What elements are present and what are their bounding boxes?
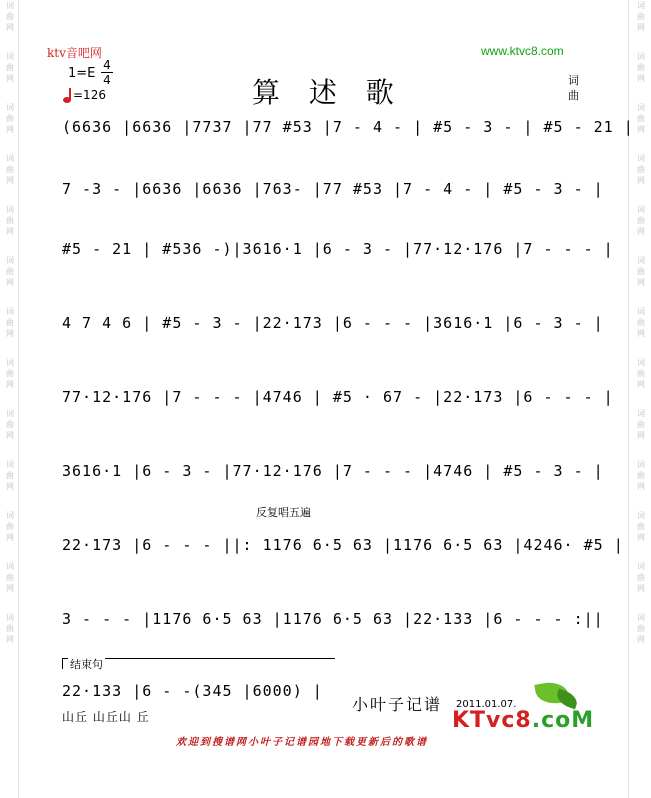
watermark-char: 词 — [637, 256, 645, 265]
watermark-char: 曲 — [637, 471, 645, 480]
watermark-char: 网 — [637, 380, 645, 389]
watermark-char: 曲 — [6, 573, 14, 582]
watermark-char: 词 — [6, 103, 14, 112]
watermark-char: 曲 — [637, 522, 645, 531]
watermark-char: 词 — [6, 205, 14, 214]
watermark-char: 曲 — [6, 63, 14, 72]
transcriber-credit: 小叶子记谱 — [352, 695, 443, 714]
watermark-char: 曲 — [637, 420, 645, 429]
left-watermark-strip — [2, 0, 18, 798]
watermark-char: 曲 — [6, 165, 14, 174]
watermark-group — [6, 51, 14, 84]
watermark-char: 网 — [637, 227, 645, 236]
score-row-1: (6636 |6636 |7737 |77 #53 |7 - 4 - | #5 - 3 - | #5 - 21 | — [62, 118, 634, 136]
logo-text-green: .coM — [531, 708, 595, 733]
watermark-group — [637, 306, 645, 339]
song-title: 算 述 歌 — [252, 75, 404, 109]
quarter-note-icon — [66, 88, 70, 102]
watermark-char: 曲 — [6, 369, 14, 378]
watermark-char: 曲 — [6, 420, 14, 429]
watermark-char: 词 — [637, 205, 645, 214]
watermark-char: 曲 — [6, 114, 14, 123]
site-name-left: ktv音吧网 — [47, 46, 102, 60]
watermark-char: 网 — [6, 584, 14, 593]
watermark-char: 词 — [637, 511, 645, 520]
watermark-char: 网 — [6, 23, 14, 32]
watermark-group — [637, 561, 645, 594]
watermark-char: 词 — [637, 103, 645, 112]
tempo-value: =126 — [73, 88, 106, 102]
watermark-char: 曲 — [6, 12, 14, 21]
watermark-char: 曲 — [637, 318, 645, 327]
watermark-char: 词 — [6, 52, 14, 61]
watermark-char: 词 — [637, 52, 645, 61]
watermark-char: 网 — [637, 278, 645, 287]
watermark-char: 曲 — [637, 624, 645, 633]
watermark-group — [637, 102, 645, 135]
watermark-group — [6, 459, 14, 492]
watermark-group — [6, 0, 14, 33]
transcription-date: 2011.01.07. — [456, 699, 517, 710]
watermark-char: 曲 — [637, 267, 645, 276]
watermark-group — [637, 408, 645, 441]
watermark-group — [637, 357, 645, 390]
watermark-char: 曲 — [6, 318, 14, 327]
watermark-char: 曲 — [637, 573, 645, 582]
logo-text-red: KTvc8 — [452, 708, 532, 733]
watermark-char: 曲 — [637, 216, 645, 225]
watermark-char: 词 — [6, 307, 14, 316]
watermark-char: 网 — [6, 482, 14, 491]
watermark-group — [6, 153, 14, 186]
watermark-char: 曲 — [637, 165, 645, 174]
watermark-char: 词 — [6, 154, 14, 163]
watermark-char: 词 — [637, 460, 645, 469]
watermark-char: 网 — [6, 125, 14, 134]
ending-label: 结束句 — [70, 658, 103, 671]
score-row-5: 77·12·176 |7 - - - |4746 | #5 · 67 - |22·173 |6 - - - | — [62, 388, 614, 406]
time-signature-bottom: 4 — [103, 73, 111, 87]
leaf-icon-small — [554, 689, 579, 710]
watermark-char: 词 — [6, 511, 14, 520]
watermark-char: 词 — [6, 1, 14, 10]
watermark-char: 曲 — [637, 369, 645, 378]
rehearsal-mark: 反复唱五遍 — [256, 506, 311, 519]
watermark-char: 网 — [6, 227, 14, 236]
watermark-char: 词 — [637, 358, 645, 367]
watermark-char: 词 — [6, 460, 14, 469]
watermark-char: 网 — [6, 635, 14, 644]
watermark-char: 词 — [637, 409, 645, 418]
watermark-char: 词 — [6, 256, 14, 265]
watermark-char: 网 — [6, 74, 14, 83]
watermark-group — [637, 459, 645, 492]
watermark-char: 网 — [6, 278, 14, 287]
watermark-char: 曲 — [6, 267, 14, 276]
score-row-7: 22·173 |6 - - - ||: 1176 6·5 63 |1176 6·5 63 |4246· #5 | — [62, 536, 624, 554]
watermark-char: 网 — [637, 23, 645, 32]
watermark-char: 网 — [6, 431, 14, 440]
watermark-group — [637, 204, 645, 237]
score-row-3: #5 - 21 | #536 -)|3616·1 |6 - 3 - |77·12·176 |7 - - - | — [62, 240, 614, 258]
score-row-8: 3 - - - |1176 6·5 63 |1176 6·5 63 |22·133 |6 - - - :|| — [62, 610, 604, 628]
watermark-group — [6, 306, 14, 339]
composer-label: 曲 — [568, 89, 579, 102]
watermark-group — [6, 510, 14, 543]
lyricist-label: 词 — [568, 74, 579, 87]
welcome-banner: 欢迎到搜谱网小叶子记谱园地下载更新后的歌谱 — [176, 737, 428, 748]
watermark-char: 词 — [637, 154, 645, 163]
watermark-char: 网 — [637, 329, 645, 338]
watermark-char: 词 — [637, 562, 645, 571]
watermark-char: 网 — [637, 176, 645, 185]
watermark-char: 曲 — [637, 114, 645, 123]
watermark-char: 词 — [6, 562, 14, 571]
watermark-char: 词 — [637, 1, 645, 10]
watermark-char: 网 — [6, 380, 14, 389]
time-signature-top: 4 — [103, 58, 111, 72]
score-row-9: 22·133 |6 - -(345 |6000) | — [62, 682, 323, 700]
watermark-char: 曲 — [6, 471, 14, 480]
site-logo — [452, 678, 602, 748]
watermark-group — [637, 51, 645, 84]
score-row-4: 4 7 4 6 | #5 - 3 - |22·173 |6 - - - |3616·1 |6 - 3 - | — [62, 314, 604, 332]
watermark-char: 网 — [637, 635, 645, 644]
tempo-marking — [66, 88, 106, 102]
watermark-char: 词 — [637, 613, 645, 622]
watermark-group — [637, 612, 645, 645]
key-signature: 1=E — [68, 66, 96, 81]
watermark-char: 网 — [6, 533, 14, 542]
watermark-char: 词 — [6, 613, 14, 622]
watermark-char: 网 — [637, 533, 645, 542]
watermark-group — [6, 357, 14, 390]
watermark-char: 网 — [637, 482, 645, 491]
watermark-char: 曲 — [6, 624, 14, 633]
watermark-group — [637, 153, 645, 186]
logo-text — [452, 708, 594, 733]
watermark-group — [6, 561, 14, 594]
watermark-char: 曲 — [637, 63, 645, 72]
left-margin-line — [18, 0, 19, 798]
watermark-group — [637, 510, 645, 543]
watermark-group — [6, 204, 14, 237]
right-watermark-strip — [633, 0, 649, 798]
time-signature — [101, 59, 113, 86]
score-row-6: 3616·1 |6 - 3 - |77·12·176 |7 - - - |4746 | #5 - 3 - | — [62, 462, 604, 480]
watermark-group — [6, 255, 14, 288]
watermark-group — [637, 255, 645, 288]
watermark-char: 词 — [6, 358, 14, 367]
watermark-char: 网 — [637, 584, 645, 593]
watermark-char: 词 — [6, 409, 14, 418]
watermark-char: 词 — [637, 307, 645, 316]
site-url-right: www.ktvc8.com — [481, 44, 564, 58]
watermark-group — [637, 0, 645, 33]
watermark-char: 网 — [637, 431, 645, 440]
watermark-group — [6, 408, 14, 441]
watermark-char: 网 — [637, 74, 645, 83]
ending-lyrics: 山丘 山丘山 丘 — [62, 710, 150, 724]
watermark-char: 曲 — [6, 216, 14, 225]
score-row-2: 7 -3 - |6636 |6636 |763- |77 #53 |7 - 4 - | #5 - 3 - | — [62, 180, 604, 198]
watermark-group — [6, 102, 14, 135]
watermark-group — [6, 612, 14, 645]
watermark-char: 曲 — [6, 522, 14, 531]
watermark-char: 曲 — [637, 12, 645, 21]
watermark-char: 网 — [637, 125, 645, 134]
watermark-char: 网 — [6, 329, 14, 338]
watermark-char: 网 — [6, 176, 14, 185]
